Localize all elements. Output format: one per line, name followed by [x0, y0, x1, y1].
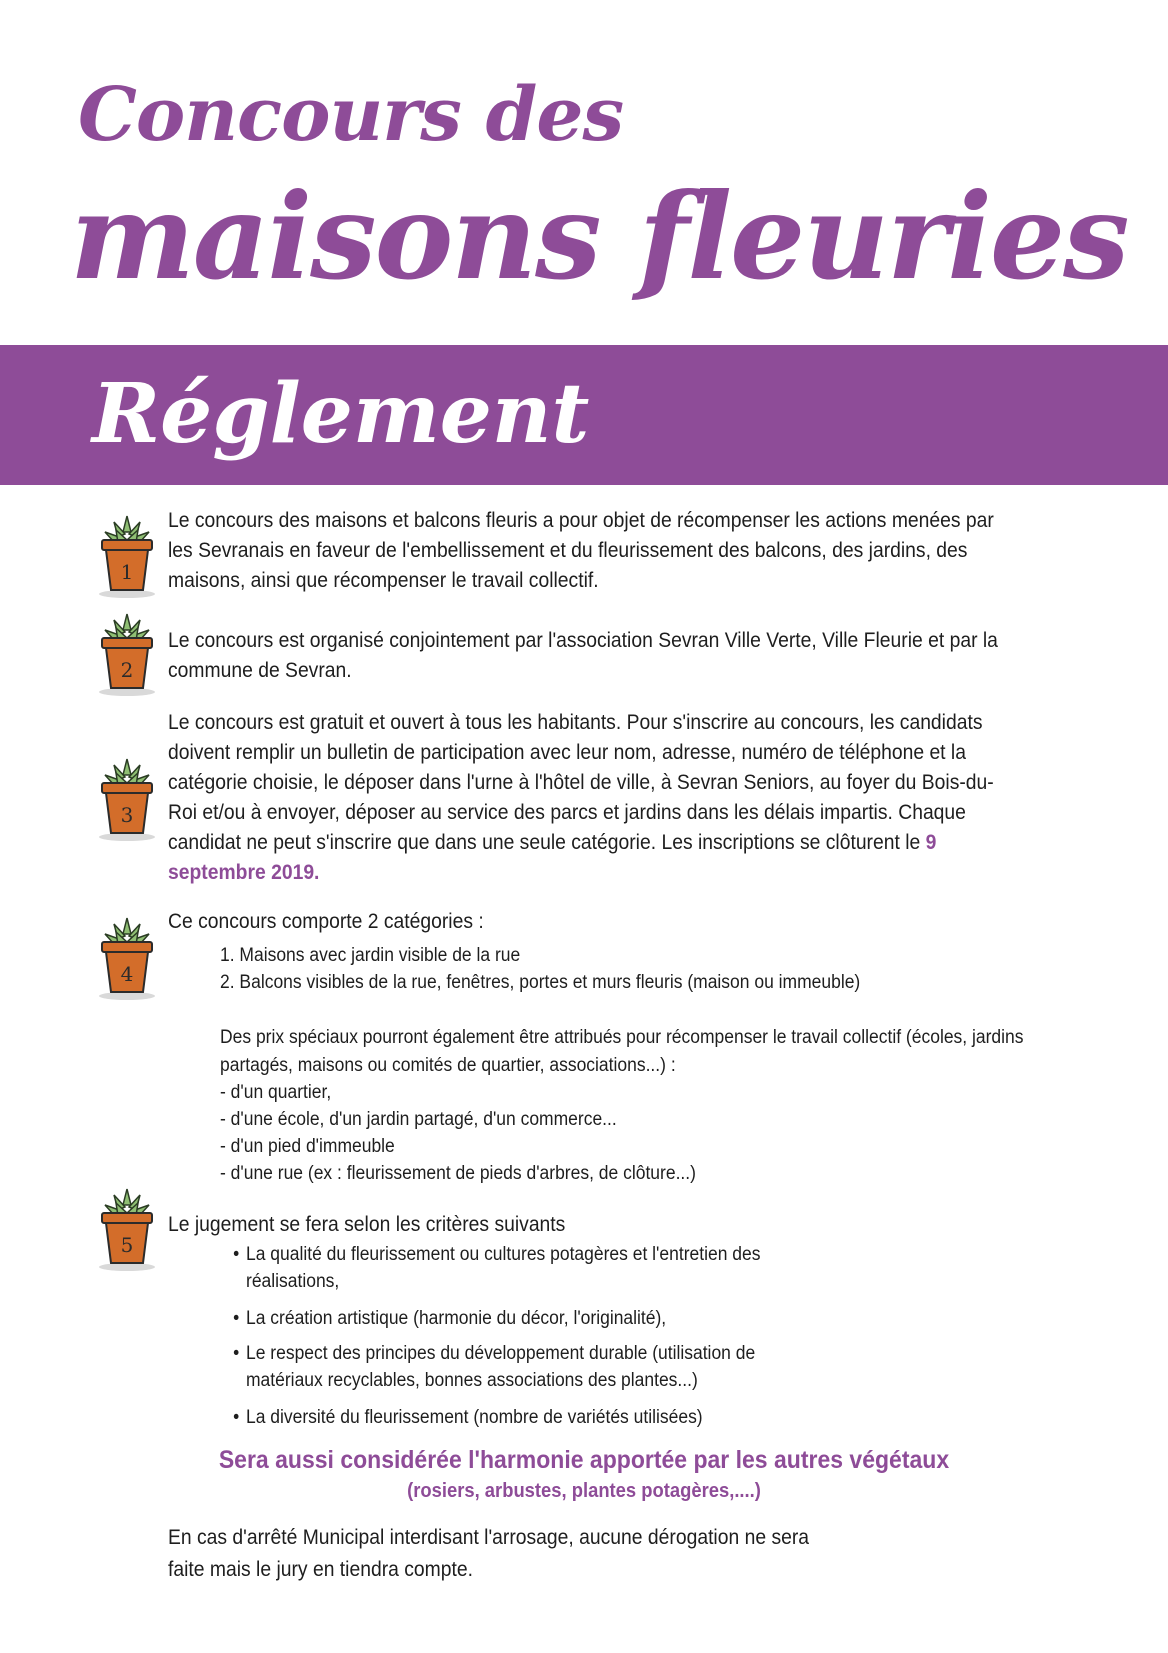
- criterion-item: [233, 1404, 835, 1431]
- criterion-text: La qualité du fleurissement ou cultures potagères et l'entretien des réalisations,: [246, 1244, 761, 1292]
- criterion-text: Le respect des principes du développement durable (utilisation de matériaux recyclables, bonnes associations des plantes...): [246, 1343, 756, 1391]
- category-item: 1. Maisons avec jardin visible de la rue: [220, 945, 521, 966]
- item-number: 4: [120, 962, 134, 986]
- title-line-2: maisons fleuries: [70, 167, 1128, 306]
- banner-title: Réglement: [92, 366, 590, 462]
- closing-date: 9 septembre 2019.: [168, 831, 937, 884]
- rule-3-text: [168, 708, 1014, 888]
- rule-4-intro: Ce concours comporte 2 catégories :: [168, 910, 484, 933]
- special-item: - d'un quartier,: [220, 1082, 332, 1103]
- special-item: - d'une école, d'un jardin partagé, d'un commerce...: [220, 1109, 617, 1130]
- criterion-text: La diversité du fleurissement (nombre de variétés utilisées): [246, 1407, 703, 1428]
- rules-banner: [0, 345, 1168, 485]
- criterion-item: [233, 1305, 835, 1332]
- item-number: 1: [120, 560, 134, 584]
- bullet-icon: •: [233, 1308, 240, 1329]
- title-line-1: Concours des: [78, 72, 624, 158]
- item-number: 5: [120, 1233, 134, 1257]
- rule-2-text: Le concours est organisé conjointement par l'association Sevran Ville Verte, Ville Fleurie et par la commune de Sevran.: [168, 629, 998, 682]
- flower-pot-icon: [96, 912, 158, 1002]
- flower-pot-icon: [96, 510, 158, 600]
- harmony-note-examples: (rosiers, arbustes, plantes potagères,....): [407, 1480, 761, 1502]
- category-item: 2. Balcons visibles de la rue, fenêtres, portes et murs fleuris (maison ou immeuble): [220, 972, 861, 993]
- rule-1-text: Le concours des maisons et balcons fleuris a pour objet de récompenser les actions menées par les Sevranais en faveur de l'embellissement et du fleurissement des balcons, des jardins, des maisons, ainsi que récompenser le travail collectif.: [168, 509, 994, 592]
- bullet-icon: •: [233, 1407, 240, 1428]
- watering-ban-note: En cas d'arrêté Municipal interdisant l'arrosage, aucune dérogation ne sera faite mais le jury en tiendra compte.: [168, 1526, 810, 1581]
- criteria-intro: Le jugement se fera selon les critères suivants: [168, 1213, 566, 1236]
- harmony-note: Sera aussi considérée l'harmonie apportée par les autres végétaux: [218, 1446, 950, 1474]
- special-item: - d'une rue (ex : fleurissement de pieds d'arbres, de clôture...): [220, 1163, 696, 1184]
- bullet-icon: •: [233, 1343, 240, 1364]
- special-item: - d'un pied d'immeuble: [220, 1136, 395, 1157]
- flower-pot-icon: [96, 1183, 158, 1273]
- item-number: 2: [120, 658, 134, 682]
- rule-3-body: Le concours est gratuit et ouvert à tous les habitants. Pour s'inscrire au concours, les candidats doivent remplir un bulletin de participation avec leur nom, adresse, numéro de téléphone et la catégorie choisie, le déposer dans l'urne à l'hôtel de ville, à Sevran Seniors, au foyer du Bois-du-Roi et/ou à envoyer, déposer au service des parcs et jardins dans les délais impartis. Chaque candidat ne peut s'inscrire que dans une seule catégorie. Les inscriptions se clôturent le: [168, 711, 994, 854]
- flower-pot-icon: [96, 753, 158, 843]
- criterion-text: La création artistique (harmonie du décor, l'originalité),: [246, 1308, 667, 1329]
- criterion-item: [233, 1340, 835, 1394]
- flower-pot-icon: [96, 608, 158, 698]
- bullet-icon: •: [233, 1244, 240, 1265]
- item-number: 3: [120, 803, 134, 827]
- special-prizes-intro: Des prix spéciaux pourront également être attribués pour récompenser le travail collectif (écoles, jardins partagés, maisons ou comités de quartier, associations...) :: [220, 1027, 1024, 1076]
- criterion-item: [233, 1241, 835, 1295]
